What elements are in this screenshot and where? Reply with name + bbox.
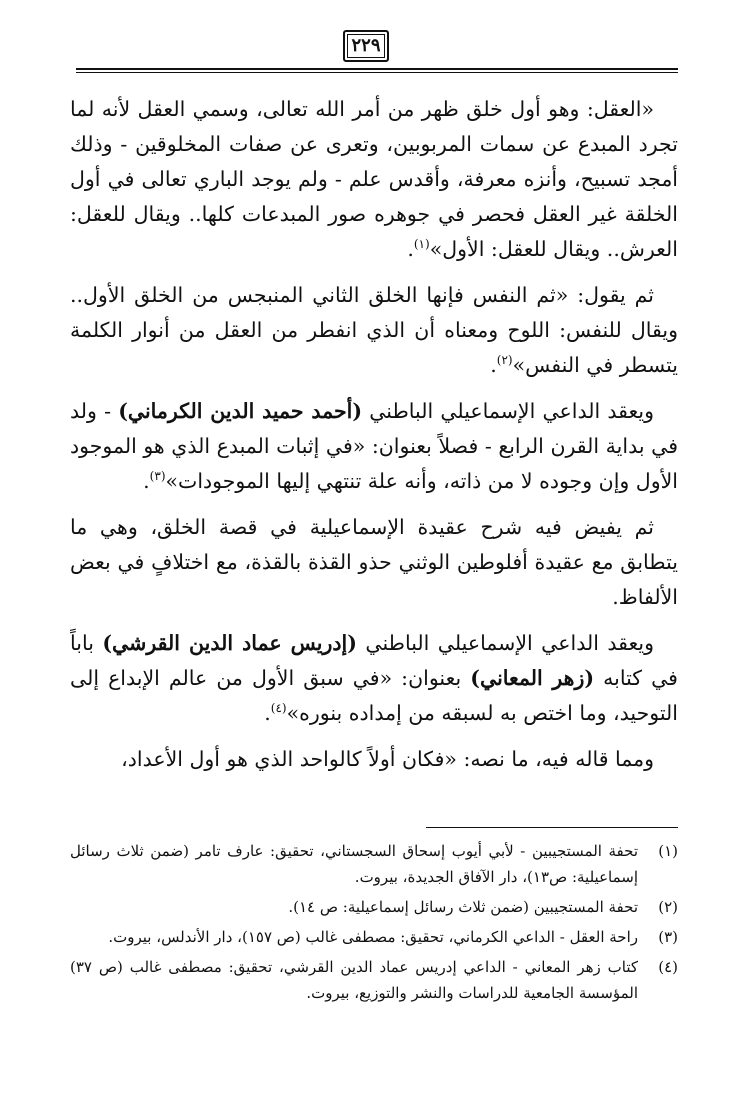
footnote-text: كتاب زهر المعاني - الداعي إدريس عماد الدين القرشي، تحقيق: مصطفى غالب (ص ٣٧) المؤسسة الجامعية للدراسات والنشر والتوزيع، بيروت. (70, 958, 638, 1002)
footnote-ref: (٤) (270, 701, 287, 716)
paragraph-lead: ويعقد الداعي الإسماعيلي الباطني (365, 631, 654, 655)
header-rule (76, 68, 678, 70)
footnote-number: (٤) (658, 958, 678, 976)
paragraph-text: «العقل: وهو أول خلق ظهر من أمر الله تعالى، وسمي العقل لأنه لما تجرد المبدع عن سمات المربوبين، وتعرى عن صفات المخلوقين - وذلك أمجد تسبيح، وأنزه معرفة، وأقدس علم - ولم يوجد الباري تعالى في أول الخلقة غير العقل فحصر في جوهره صور المبدعات كلها.. ويقال للعقل: العرش.. ويقال للعقل: الأول» (70, 97, 678, 261)
paragraph-aql: «العقل: وهو أول خلق ظهر من أمر الله تعالى، وسمي العقل لأنه لما تجرد المبدع عن سمات المربوبين، وتعرى عن صفات المخلوقين - وذلك أمجد تسبيح، وأنزه معرفة، وأقدس علم - ولم يوجد الباري تعالى في أول الخلقة غير العقل فحصر في جوهره صور المبدعات كلها.. ويقال للعقل: العرش.. ويقال للعقل: الأول»$^{(١)}$. (70, 97, 678, 261)
footnotes (70, 838, 678, 1010)
footnote-number: (١) (658, 842, 678, 860)
footnote-ref: (٢) (496, 353, 513, 368)
footnote (70, 924, 678, 950)
paragraph-text: ثم يفيض فيه شرح عقيدة الإسماعيلية في قصة الخلق، وهي ما يتطابق مع عقيدة أفلوطين الوثني حذو القذة بالقذة، مع اختلافٍ في بعض الألفاظ. (70, 515, 678, 609)
paragraph-text: - ولد في بداية القرن الرابع - فصلاً بعنوان: «في إثبات المبدع الذي هو الموجود الأول وإن وجوده لا من ذاته، وأنه علة تنتهي إليها الموجودات» (70, 399, 678, 493)
footnote-text: تحفة المستجيبين - لأبي أيوب إسحاق السجستاني، تحقيق: عارف تامر (ضمن ثلاث رسائل إسماعيلية: ص١٣)، دار الآفاق الجديدة، بيروت. (70, 842, 638, 886)
header-rule-thin (76, 72, 678, 73)
footnote-ref: (١) (413, 237, 430, 252)
main-text (70, 92, 678, 788)
person-name: (أحمد حميد الدين الكرماني) (118, 399, 363, 423)
footnote-ref: (٣) (149, 469, 166, 484)
page-header (0, 30, 732, 70)
footnote-text: راحة العقل - الداعي الكرماني، تحقيق: مصطفى غالب (ص ١٥٧)، دار الأندلس، بيروت. (108, 928, 638, 946)
paragraph-nafs: ثم يقول: «ثم النفس فإنها الخلق الثاني المنبجس من الخلق الأول.. ويقال للنفس: اللوح ومعناه أن الذي انفطر من العقل من أنوار الكلمة يتسطر في النفس»$^{(٢)}$. (70, 283, 678, 377)
footnote-number: (٢) (658, 898, 678, 916)
footnote-number: (٣) (658, 928, 678, 946)
footnote-text: تحفة المستجيبين (ضمن ثلاث رسائل إسماعيلية: ص ١٤). (288, 898, 638, 916)
paragraph-qurashi: ويعقد الداعي الإسماعيلي الباطني (إدريس عماد الدين القرشي) باباً في كتابه (زهر المعاني) بعنوان: «في سبق الأول من عالم الإبداع إلى التوحيد، وما اختص به لسبقه من إمداده بنوره»$^{(٤)}$. (70, 631, 678, 725)
paragraph-plotinus (70, 510, 678, 615)
page-number: ٢٢٩ (343, 30, 389, 62)
footnote (70, 894, 678, 920)
paragraph-text: ومما قاله فيه، ما نصه: «فكان أولاً كالواحد الذي هو أول الأعداد، (121, 747, 654, 771)
paragraph-kirmani: ويعقد الداعي الإسماعيلي الباطني (أحمد حميد الدين الكرماني) - ولد في بداية القرن الرابع - فصلاً بعنوان: «في إثبات المبدع الذي هو الموجود الأول وإن وجوده لا من ذاته، وأنه علة تنتهي إليها الموجودات»$^{(٣)}$. (70, 399, 678, 493)
paragraph-quote (70, 742, 678, 777)
footnote (70, 838, 678, 890)
paragraph-text: بعنوان: «في سبق الأول من عالم الإبداع إلى التوحيد، وما اختص به لسبقه من إمداده بنوره» (70, 666, 678, 725)
footnote-separator (426, 827, 678, 828)
paragraph-lead: ويعقد الداعي الإسماعيلي الباطني (369, 399, 654, 423)
person-name: (إدريس عماد الدين القرشي) (102, 631, 357, 655)
paragraph-mid: باباً في كتابه (70, 631, 678, 690)
footnote (70, 954, 678, 1006)
book-title: (زهر المعاني) (470, 666, 595, 690)
paragraph-text: ثم يقول: «ثم النفس فإنها الخلق الثاني المنبجس من الخلق الأول.. ويقال للنفس: اللوح ومعناه أن الذي انفطر من العقل من أنوار الكلمة يتسطر في النفس» (70, 283, 678, 377)
